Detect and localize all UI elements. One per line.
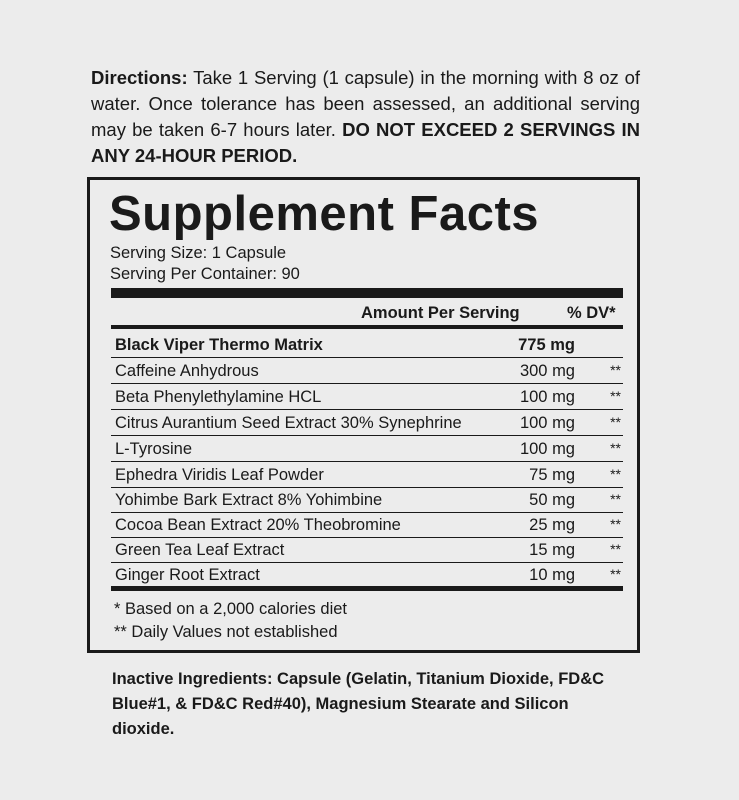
- ingredient-amount: 15 mg: [529, 541, 575, 559]
- ingredient-row: [111, 537, 623, 563]
- ingredient-dv: **: [610, 362, 621, 378]
- header-divider: [111, 325, 623, 329]
- ingredient-dv: **: [610, 541, 621, 557]
- ingredient-row: [111, 487, 623, 513]
- ingredient-name: Ephedra Viridis Leaf Powder: [115, 466, 324, 484]
- dv-header: % DV*: [567, 304, 616, 322]
- ingredient-amount: 100 mg: [519, 388, 575, 406]
- directions-label: Directions:: [91, 67, 188, 88]
- ingredient-name: Black Viper Thermo Matrix: [115, 336, 323, 354]
- ingredient-name: Ginger Root Extract: [115, 566, 260, 584]
- ingredient-amount: 10 mg: [529, 566, 575, 584]
- ingredient-row: [111, 384, 623, 410]
- ingredient-amount: 100 mg: [519, 414, 575, 432]
- servings-per-container: Serving Per Container: 90: [110, 265, 300, 283]
- ingredient-dv: **: [610, 440, 621, 456]
- inactive-ingredients: Inactive Ingredients: Capsule (Gelatin, Titanium Dioxide, FD&C Blue#1, & FD&C Red#40), Magnesium Stearate and Silicon dioxide.: [112, 670, 605, 738]
- ingredient-amount: 775 mg: [518, 336, 575, 354]
- ingredient-dv: **: [610, 566, 621, 582]
- ingredient-name: Yohimbe Bark Extract 8% Yohimbine: [115, 491, 383, 509]
- ingredient-row: [111, 358, 623, 384]
- top-divider: [111, 288, 623, 298]
- ingredient-dv: **: [610, 516, 621, 532]
- ingredient-row: [111, 410, 623, 436]
- directions-text: [91, 65, 640, 169]
- ingredient-row: [111, 462, 623, 488]
- ingredient-name: Citrus Aurantium Seed Extract 30% Synephrine: [115, 414, 462, 432]
- ingredient-row: [111, 332, 623, 358]
- ingredient-amount: 100 mg: [519, 440, 575, 458]
- directions-warning: DO NOT EXCEED 2 SERVINGS IN ANY 24-HOUR PERIOD.: [91, 119, 640, 166]
- amount-per-serving-header: Amount Per Serving: [361, 304, 520, 322]
- ingredient-row: [111, 436, 623, 462]
- ingredient-name: Green Tea Leaf Extract: [115, 541, 285, 559]
- ingredient-name: Cocoa Bean Extract 20% Theobromine: [115, 516, 401, 534]
- ingredient-dv: **: [610, 388, 621, 404]
- ingredient-dv: **: [610, 491, 621, 507]
- panel-title: Supplement Facts: [109, 187, 540, 241]
- ingredient-dv: **: [610, 466, 621, 482]
- ingredient-name: L-Tyrosine: [115, 440, 193, 458]
- footnote-dv-not-established: ** Daily Values not established: [114, 623, 338, 641]
- ingredient-amount: 75 mg: [529, 466, 575, 484]
- supplement-facts-panel: [87, 177, 640, 653]
- ingredient-name: Caffeine Anhydrous: [115, 362, 259, 380]
- serving-size: Serving Size: 1 Capsule: [110, 244, 287, 262]
- ingredient-row: [111, 512, 623, 538]
- ingredient-dv: **: [610, 414, 621, 430]
- footnote-dv-basis: * Based on a 2,000 calories diet: [114, 600, 347, 618]
- ingredient-row: [111, 562, 623, 587]
- bottom-divider: [111, 586, 623, 591]
- ingredient-amount: 300 mg: [519, 362, 575, 380]
- directions-body: Take 1 Serving (1 capsule) in the morning with 8 oz of water. Once tolerance has been assessed, an additional serving may be taken 6-7 hours later.: [91, 67, 640, 140]
- ingredient-amount: 25 mg: [529, 516, 575, 534]
- ingredient-amount: 50 mg: [529, 491, 575, 509]
- ingredient-name: Beta Phenylethylamine HCL: [115, 388, 322, 406]
